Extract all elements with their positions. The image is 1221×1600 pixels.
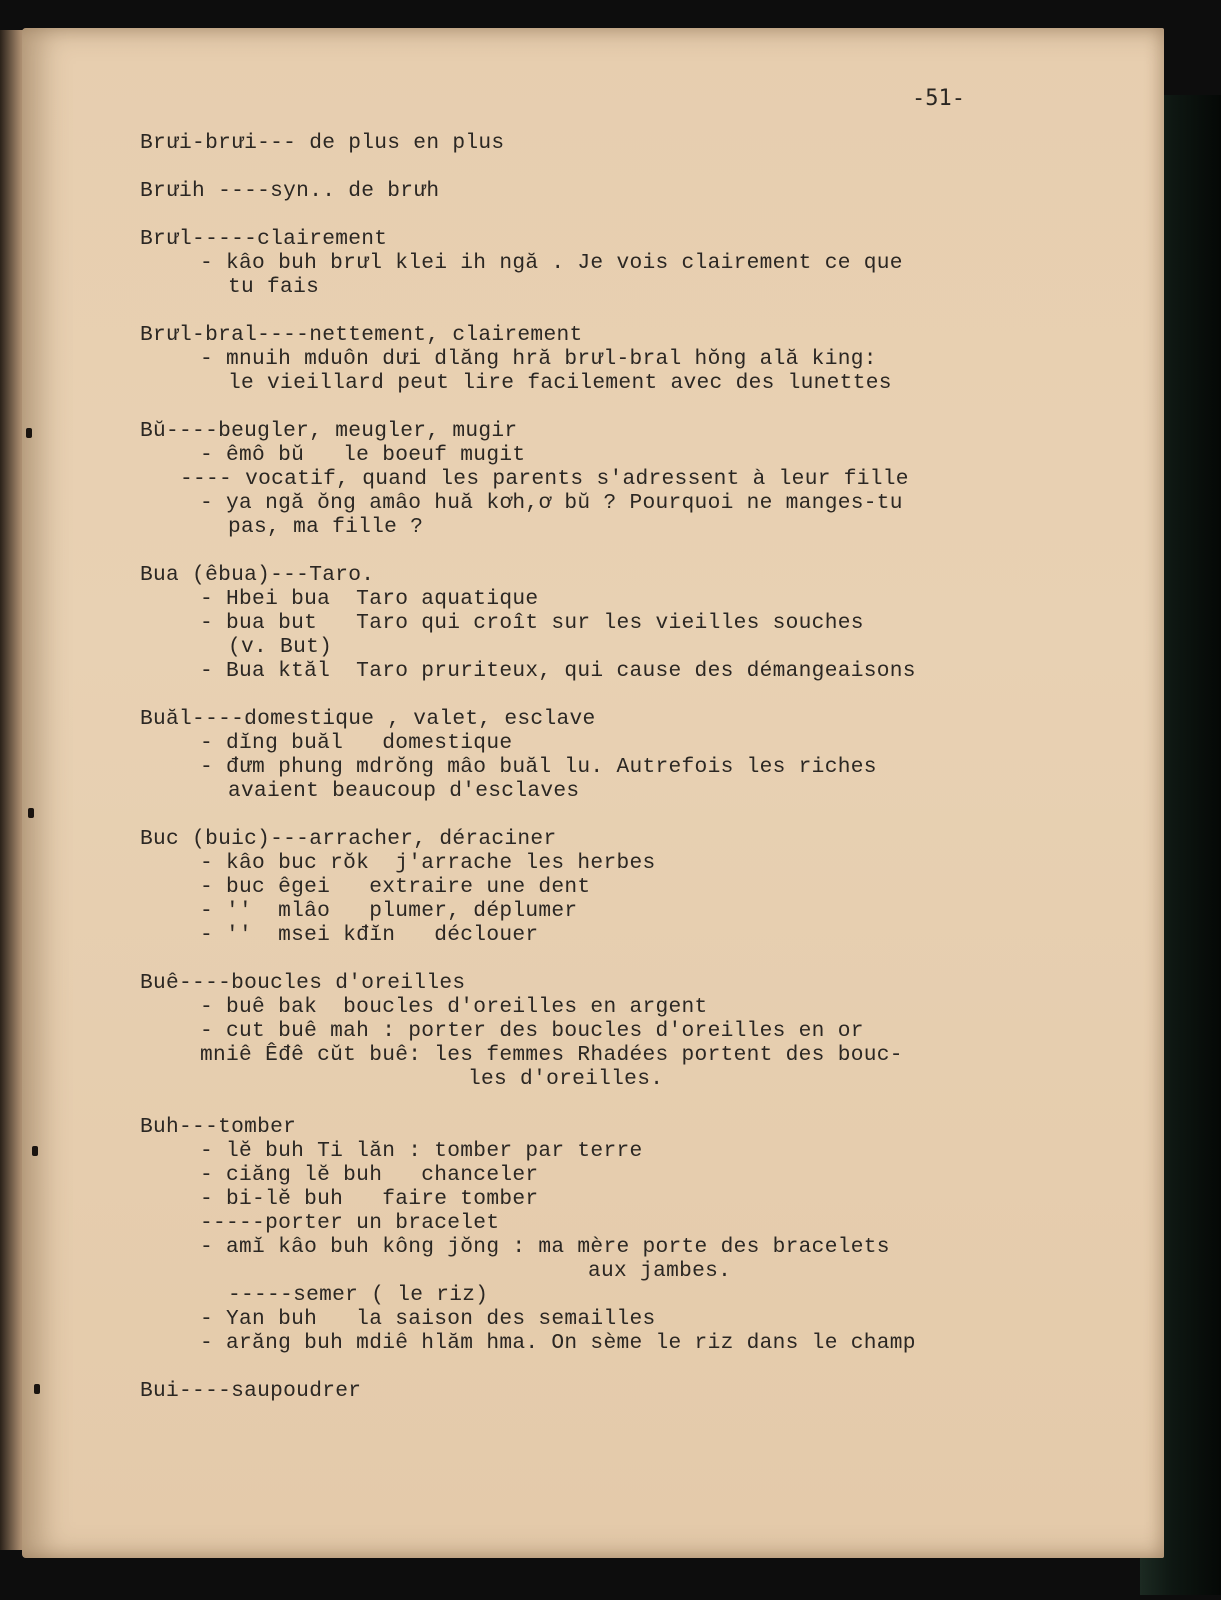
entry-example-line: - Yan buh la saison des semailles — [200, 1307, 656, 1331]
entry-example-line: les d'oreilles. — [468, 1067, 664, 1091]
binding-hole — [34, 1384, 40, 1394]
dictionary-entry — [140, 323, 1040, 395]
entry-example-line: - Bua ktăl Taro pruriteux, qui cause des démangeaisons — [200, 659, 916, 683]
entry-example-line: (v. But) — [228, 635, 333, 659]
dictionary-entry — [140, 179, 1040, 203]
dictionary-entry — [140, 563, 1040, 683]
entry-headword-line: Buăl----domestique , valet, esclave — [140, 707, 596, 731]
entry-example-line: - ya ngă ŏng amâo huă kơh,ơ bŭ ? Pourquoi ne manges-tu — [200, 491, 903, 515]
dictionary-entry — [140, 707, 1040, 803]
entry-headword-line: Brưi-brưi--- de plus en plus — [140, 131, 505, 155]
entry-headword-line: Buê----boucles d'oreilles — [140, 971, 466, 995]
entry-example-line: tu fais — [228, 275, 320, 299]
entry-example-line: ---- vocatif, quand les parents s'adressent à leur fille — [180, 467, 909, 491]
entry-example-line: -----porter un bracelet — [200, 1211, 500, 1235]
entry-headword-line: Buc (buic)---arracher, déraciner — [140, 827, 557, 851]
binding-hole — [32, 1146, 38, 1156]
dictionary-entry — [140, 131, 1040, 155]
entry-headword-line: Bŭ----beugler, meugler, mugir — [140, 419, 518, 443]
entry-example-line: - mnuih mduôn dưi dlăng hră brưl-bral hŏng ală king: — [200, 347, 877, 371]
entry-example-line: - lĕ buh Ti lăn : tomber par terre — [200, 1139, 643, 1163]
entry-example-line: - đưm phung mdrŏng mâo buăl lu. Autrefois les riches — [200, 755, 877, 779]
entry-example-line: mniê Êđê cŭt buê: les femmes Rhadées portent des bouc- — [200, 1043, 903, 1067]
entry-headword-line: Buh---tomber — [140, 1115, 297, 1139]
entry-headword-line: Brưl-bral----nettement, clairement — [140, 323, 583, 347]
entry-example-line: - bua but Taro qui croît sur les vieilles souches — [200, 611, 864, 635]
entry-example-line: - kâo buh brưl klei ih ngă . Je vois clairement ce que — [200, 251, 903, 275]
entry-headword-line: Bui----saupoudrer — [140, 1379, 362, 1403]
entry-example-line: - ciăng lĕ buh chanceler — [200, 1163, 539, 1187]
entry-example-line: - amĭ kâo buh kông jŏng : ma mère porte des bracelets — [200, 1235, 890, 1259]
entry-example-line: - '' msei kđĭn déclouer — [200, 923, 539, 947]
entry-headword-line: Brưl-----clairement — [140, 227, 388, 251]
binding-hole — [28, 808, 34, 818]
entry-example-line: pas, ma fille ? — [228, 515, 424, 539]
dictionary-entry — [140, 827, 1040, 947]
entry-example-line: - arăng buh mdiê hlăm hma. On sème le riz dans le champ — [200, 1331, 916, 1355]
entry-example-line: - dĭng buăl domestique — [200, 731, 513, 755]
entry-example-line: avaient beaucoup d'esclaves — [228, 779, 580, 803]
entry-example-line: - cut buê mah : porter des boucles d'oreilles en or — [200, 1019, 864, 1043]
entry-example-line: - bi-lĕ buh faire tomber — [200, 1187, 539, 1211]
binding-hole — [26, 428, 32, 438]
entry-example-line: - Hbei bua Taro aquatique — [200, 587, 539, 611]
dictionary-entry — [140, 1379, 1040, 1403]
entry-example-line: - '' mlâo plumer, déplumer — [200, 899, 578, 923]
entry-headword-line: Bua (êbua)---Taro. — [140, 563, 375, 587]
entry-example-line: -----semer ( le riz) — [228, 1283, 489, 1307]
dictionary-body — [140, 131, 1040, 1427]
page-number: -51- — [912, 86, 965, 111]
entry-example-line: le vieillard peut lire facilement avec des lunettes — [228, 371, 892, 395]
entry-example-line: - êmô bŭ le boeuf mugit — [200, 443, 526, 467]
entry-example-line: - kâo buc rŏk j'arrache les herbes — [200, 851, 656, 875]
entry-example-line: - buê bak boucles d'oreilles en argent — [200, 995, 708, 1019]
dictionary-entry — [140, 971, 1040, 1091]
entry-headword-line: Brưih ----syn.. de brưh — [140, 179, 440, 203]
dictionary-entry — [140, 227, 1040, 299]
dictionary-entry — [140, 419, 1040, 539]
dictionary-entry — [140, 1115, 1040, 1355]
entry-example-line: aux jambes. — [588, 1259, 732, 1283]
entry-example-line: - buc êgei extraire une dent — [200, 875, 591, 899]
